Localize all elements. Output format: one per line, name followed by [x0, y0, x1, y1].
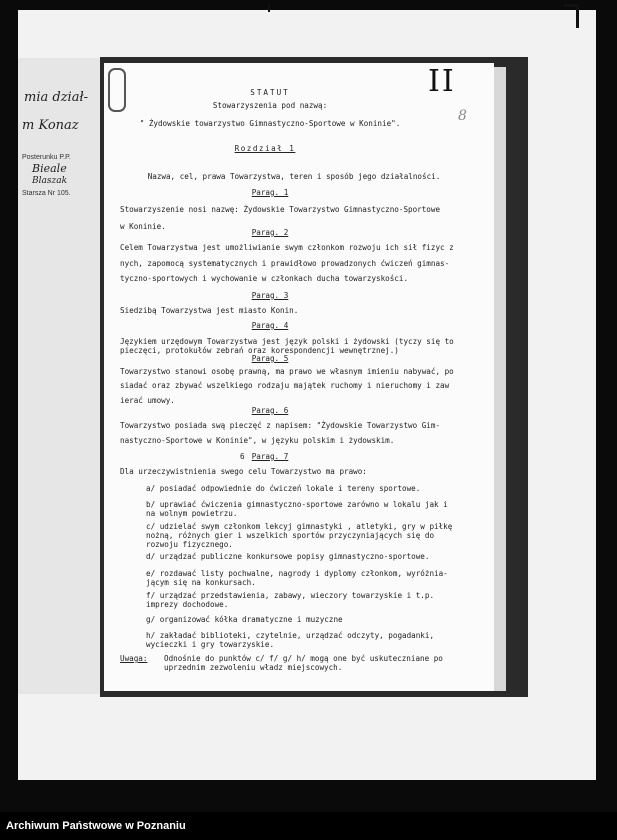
handwriting-signature: Blaszak	[32, 176, 68, 186]
page-edge	[494, 67, 506, 691]
document-subtitle: Stowarzyszenia pod nazwą:	[212, 101, 328, 110]
document-title: STATUT	[250, 88, 290, 97]
list-item: na wolnym powietrzu.	[146, 509, 238, 518]
paragraph-text: Siedzibą Towarzystwa jest miasto Konin.	[120, 306, 299, 315]
stamp-line: Starsza Nr 105.	[22, 190, 71, 197]
list-item: wycieczki i gry towarzyskie.	[146, 640, 275, 649]
archive-name: Archiwum Państwowe w Poznaniu	[6, 820, 186, 832]
note-text: uprzednim zezwoleniu władz miejscowych.	[164, 663, 343, 672]
paragraph-text: ierać umowy.	[120, 396, 175, 405]
paragraph-text: nych, zapomocą systematycznych i prawidłowo prowadzonych ćwiczeń gimnas-	[120, 259, 450, 268]
paragraph-heading: Parag. 4	[251, 321, 289, 330]
paragraph-heading: Parag. 1	[251, 188, 289, 197]
paragraph-text: Celem Towarzystwa jest umożliwianie swym członkom rozwoju ich sił fizyc z	[120, 243, 454, 252]
handwriting-line: mia dział-	[24, 90, 89, 105]
stamp-line: Posterunku P.P.	[22, 154, 71, 161]
paragraph-text: Językiem urzędowym Towarzystwa jest język polski i żydowski (tyczy się to	[120, 337, 454, 346]
paragraph-text: Stowarzyszenie nosi nazwę: Żydowskie Towarzystwo Gimnastyczno-Sportowe	[120, 205, 441, 214]
paragraph-heading: Parag. 7	[251, 452, 289, 461]
list-item: h/ zakładać biblioteki, czytelnie, urządzać odczyty, pogadanki,	[146, 631, 435, 640]
margin-note: 6	[240, 452, 245, 461]
chapter-title: Nazwa, cel, prawa Towarzystwa, teren i sposób jego działalności.	[147, 172, 441, 181]
top-tick	[268, 4, 270, 12]
handwriting-line: m Konaz	[22, 118, 79, 133]
paragraph-text: Towarzystwo stanowi osobę prawną, ma prawo we własnym imieniu nabywać, po	[120, 367, 454, 376]
paragraph-text: w Koninie.	[120, 222, 166, 231]
side-sheet	[18, 58, 105, 694]
list-item: d/ urządzać publiczne konkursowe popisy gimnastyczno-sportowe.	[146, 552, 430, 561]
paragraph-heading: Parag. 6	[251, 406, 289, 415]
list-item: a/ posiadać odpowiednie do ćwiczeń lokale i tereny sportowe.	[146, 484, 421, 493]
list-item: imprezy dochodowe.	[146, 600, 229, 609]
list-item: e/ rozdawać listy pochwalne, nagrody i dyplomy członkom, wyróżnia-	[146, 569, 448, 578]
paragraph-heading: Parag. 5	[251, 354, 289, 363]
paragraph-text: Towarzystwo posiada swą pieczęć z napisem: "Żydowskie Towarzystwo Gim-	[120, 421, 441, 430]
paragraph-text: siadać oraz zbywać wszelkiego rodzaju majątek ruchomy i nieruchomy i zaw	[120, 381, 450, 390]
paragraph-text: tyczno-sportowych i wychowanie w członkach ducha towarzyskości.	[120, 274, 409, 283]
paragraph-text: nastyczno-Sportowe w Koninie", w języku polskim i żydowskim.	[120, 436, 395, 445]
corner-mark-vertical	[576, 4, 579, 28]
pencil-mark: 8	[458, 108, 467, 124]
roman-number: II	[428, 64, 456, 99]
paragraph-text: pieczęci, protokułów zebrań oraz korespondencji wewnętrznej.)	[120, 346, 399, 355]
list-item: b/ uprawiać ćwiczenia gimnastyczno-sportowe zarówno w lokalu jak i	[146, 500, 448, 509]
note-text: Odnośnie do punktów c/ f/ g/ h/ mogą one być uskuteczniane po	[164, 654, 443, 663]
list-item: jącym się na konkursach.	[146, 578, 256, 587]
list-item: g/ organizować kółka dramatyczne i muzyczne	[146, 615, 343, 624]
paragraph-heading: Parag. 3	[251, 291, 289, 300]
paperclip-icon	[108, 68, 126, 112]
list-item: c/ udzielać swym członkom lekcyj gimnastyki , atletyki, gry w piłkę	[146, 522, 453, 531]
organization-name: " Żydowskie towarzystwo Gimnastyczno-Sportowe w Koninie".	[139, 119, 401, 128]
list-item: rozwoju fizycznego.	[146, 540, 233, 549]
paragraph-text: Dla urzeczywistnienia swego celu Towarzystwo ma prawo:	[120, 467, 367, 476]
list-item: f/ urządzać przedstawienia, zabawy, wieczory towarzyskie i t.p.	[146, 591, 435, 600]
archive-footer	[0, 812, 617, 840]
chapter-heading: Rozdział 1	[234, 144, 296, 153]
list-item: nożną, różnych gier i wszelkich sportów przyczyniających się do	[146, 531, 435, 540]
handwriting-signature: Bieale	[32, 162, 67, 175]
note-label: Uwaga:	[120, 654, 148, 663]
paragraph-heading: Parag. 2	[251, 228, 289, 237]
